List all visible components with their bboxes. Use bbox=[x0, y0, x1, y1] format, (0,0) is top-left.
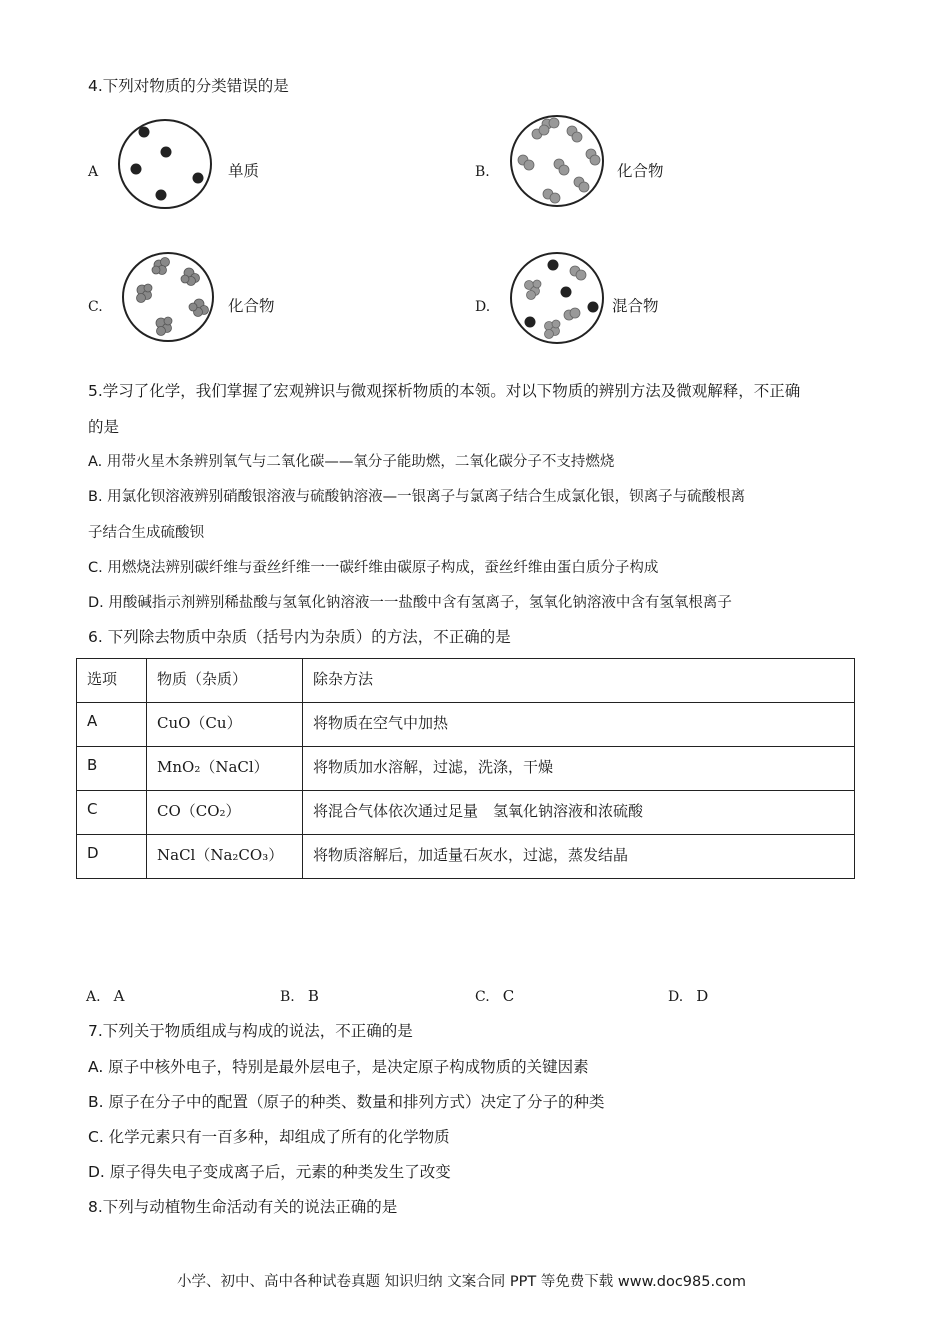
header-option: 选项 bbox=[77, 659, 147, 703]
q5-stem-line1: 5.学习了化学，我们掌握了宏观辨识与微观探析物质的本领。对以下物质的辨别方法及微观解释，不正确 bbox=[88, 382, 801, 400]
row-option: C bbox=[77, 791, 147, 835]
q4-option-b-label: 化合物 bbox=[617, 162, 664, 180]
row-substance: CO（CO₂） bbox=[147, 791, 303, 835]
q7-stem: 7.下列关于物质组成与构成的说法，不正确的是 bbox=[88, 1022, 413, 1040]
q4-option-d-letter: D. bbox=[475, 299, 491, 315]
q6-answer-b bbox=[280, 986, 319, 1005]
row-option: B bbox=[77, 747, 147, 791]
q6-answer-a bbox=[86, 986, 125, 1005]
q4-option-d-diagram bbox=[509, 251, 605, 345]
table-row bbox=[77, 835, 855, 879]
atom bbox=[139, 127, 150, 138]
q4-option-a-label: 单质 bbox=[228, 162, 260, 180]
table-row bbox=[77, 791, 855, 835]
q5-stem-line2: 的是 bbox=[88, 418, 120, 436]
q6-answer-d bbox=[668, 986, 708, 1005]
header-method: 除杂方法 bbox=[303, 659, 855, 703]
answer-prefix: D. bbox=[668, 989, 684, 1005]
q5-option-b-line1: B. 用氯化钡溶液辨别硝酸银溶液与硫酸钠溶液—一银离子与氯离子结合生成氯化银，钡离子与硫酸根离 bbox=[88, 489, 746, 505]
q4-option-b-letter: B. bbox=[475, 164, 490, 180]
q6-answer-c bbox=[475, 986, 514, 1005]
table-header-row bbox=[77, 659, 855, 703]
row-option: D bbox=[77, 835, 147, 879]
q4-option-c-letter: C. bbox=[88, 299, 103, 315]
q6-stem: 6. 下列除去物质中杂质（括号内为杂质）的方法，不正确的是 bbox=[88, 628, 511, 646]
q5-option-c: C. 用燃烧法辨别碳纤维与蚕丝纤维一一碳纤维由碳原子构成，蚕丝纤维由蛋白质分子构成 bbox=[88, 560, 659, 576]
row-method: 将物质在空气中加热 bbox=[303, 703, 855, 747]
header-substance: 物质（杂质） bbox=[147, 659, 303, 703]
q5-option-b-line2: 子结合生成硫酸钡 bbox=[88, 525, 204, 541]
answer-value: B bbox=[307, 987, 319, 1005]
table-row bbox=[77, 747, 855, 791]
atom bbox=[193, 173, 204, 184]
table-row bbox=[77, 703, 855, 747]
q4-option-b-diagram bbox=[509, 114, 605, 208]
page-footer: 小学、初中、高中各种试卷真题 知识归纳 文案合同 PPT 等免费下载 www.doc985.com bbox=[177, 1274, 747, 1290]
answer-value: D bbox=[696, 987, 709, 1005]
answer-value: A bbox=[113, 987, 125, 1005]
q5-option-d: D. 用酸碱指示剂辨别稀盐酸与氢氧化钠溶液一一盐酸中含有氢离子，氢氧化钠溶液中含有氢氧根离子 bbox=[88, 595, 732, 611]
q6-table bbox=[76, 658, 855, 879]
row-substance: CuO（Cu） bbox=[147, 703, 303, 747]
answer-value: C bbox=[502, 987, 515, 1005]
q4-option-c-label: 化合物 bbox=[228, 297, 275, 315]
row-method: 将物质溶解后，加适量石灰水，过滤，蒸发结晶 bbox=[303, 835, 855, 879]
q4-option-a-letter: A bbox=[88, 164, 99, 180]
row-substance: NaCl（Na₂CO₃） bbox=[147, 835, 303, 879]
q8-stem: 8.下列与动植物生命活动有关的说法正确的是 bbox=[88, 1198, 398, 1216]
q7-option-d: D. 原子得失电子变成离子后，元素的种类发生了改变 bbox=[88, 1163, 451, 1181]
q7-option-c: C. 化学元素只有一百多种，却组成了所有的化学物质 bbox=[88, 1128, 450, 1146]
q7-option-b: B. 原子在分子中的配置（原子的种类、数量和排列方式）决定了分子的种类 bbox=[88, 1093, 605, 1111]
answer-prefix: A. bbox=[86, 989, 101, 1005]
answer-prefix: C. bbox=[475, 989, 490, 1005]
q5-option-a: A. 用带火星木条辨别氧气与二氧化碳——氧分子能助燃，二氧化碳分子不支持燃烧 bbox=[88, 454, 615, 470]
q4-option-d-label: 混合物 bbox=[612, 297, 659, 315]
row-method: 将物质加水溶解，过滤，洗涤，干燥 bbox=[303, 747, 855, 791]
q4-option-c-diagram bbox=[121, 251, 215, 343]
row-option: A bbox=[77, 703, 147, 747]
atom bbox=[161, 147, 172, 158]
q4-option-a-diagram bbox=[117, 118, 213, 210]
atom bbox=[131, 164, 142, 175]
atom bbox=[156, 190, 167, 201]
q7-option-a: A. 原子中核外电子，特别是最外层电子，是决定原子构成物质的关键因素 bbox=[88, 1058, 589, 1076]
answer-prefix: B. bbox=[280, 989, 295, 1005]
row-substance: MnO₂（NaCl） bbox=[147, 747, 303, 791]
row-method: 将混合气体依次通过足量 氢氧化钠溶液和浓硫酸 bbox=[303, 791, 855, 835]
q4-stem: 4.下列对物质的分类错误的是 bbox=[88, 77, 289, 95]
